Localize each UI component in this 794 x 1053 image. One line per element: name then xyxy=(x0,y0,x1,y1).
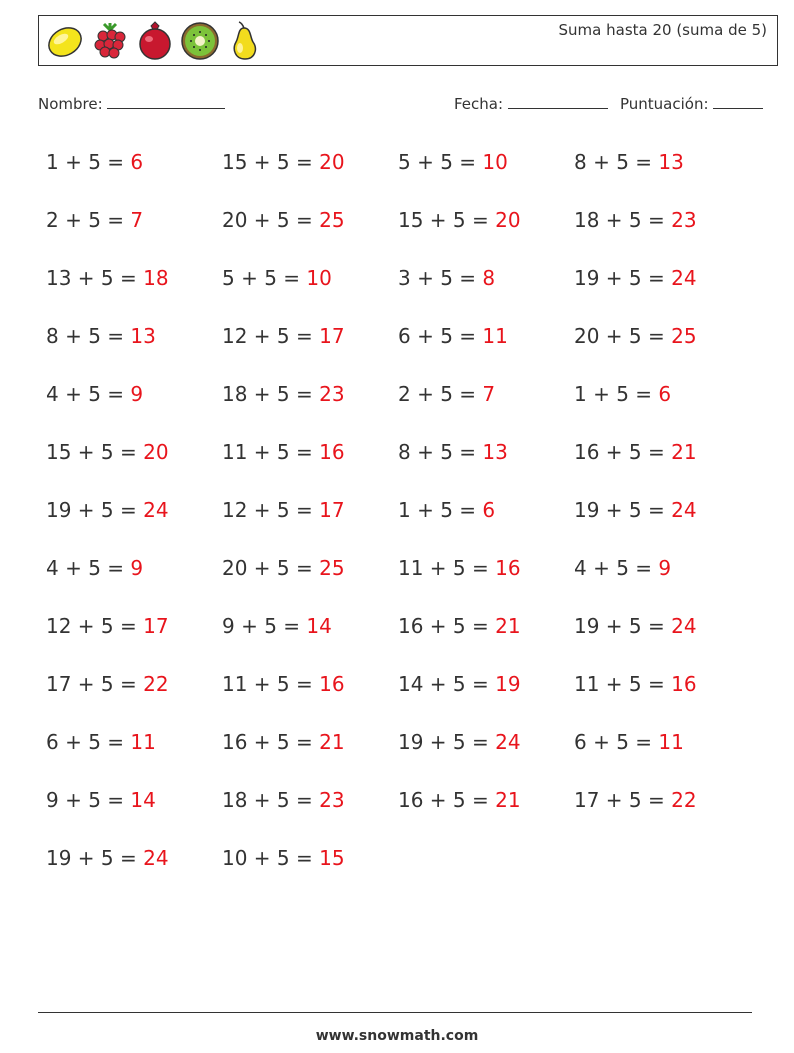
problem-answer: 24 xyxy=(143,846,169,870)
problem-row xyxy=(46,546,766,604)
problem-answer: 17 xyxy=(319,498,345,522)
problem-answer: 16 xyxy=(671,672,697,696)
problem-answer: 24 xyxy=(671,498,697,522)
problem-answer: 18 xyxy=(143,266,169,290)
problem-question: 18 + 5 = xyxy=(222,382,320,406)
problem-question: 6 + 5 = xyxy=(46,730,131,754)
problem-answer: 13 xyxy=(658,150,684,174)
problem xyxy=(398,672,521,696)
problem-question: 19 + 5 = xyxy=(46,846,144,870)
problem-answer: 23 xyxy=(319,788,345,812)
problem-question: 5 + 5 = xyxy=(222,266,307,290)
problem-answer: 8 xyxy=(482,266,496,290)
problem xyxy=(46,788,156,812)
problem-question: 11 + 5 = xyxy=(574,672,672,696)
problem-answer: 19 xyxy=(495,672,521,696)
problem-question: 19 + 5 = xyxy=(574,266,672,290)
footer-site: www.snowmath.com xyxy=(315,1028,479,1044)
problem-answer: 6 xyxy=(482,498,496,522)
problem xyxy=(398,208,521,232)
problem xyxy=(574,672,697,696)
problem xyxy=(222,556,345,580)
problem-question: 6 + 5 = xyxy=(398,324,483,348)
problem-answer: 24 xyxy=(143,498,169,522)
problem-row xyxy=(46,604,766,662)
problem xyxy=(46,614,169,638)
problem xyxy=(46,556,143,580)
problem-question: 9 + 5 = xyxy=(46,788,131,812)
problem-question: 6 + 5 = xyxy=(574,730,659,754)
problem-question: 16 + 5 = xyxy=(398,788,496,812)
footer-divider xyxy=(38,1012,752,1013)
lemon-icon xyxy=(44,20,86,62)
name-line xyxy=(107,94,225,109)
problem-answer: 15 xyxy=(319,846,345,870)
problem xyxy=(222,382,345,406)
problem-answer: 17 xyxy=(143,614,169,638)
problem xyxy=(398,150,508,174)
problem-question: 18 + 5 = xyxy=(222,788,320,812)
raspberry-icon xyxy=(89,20,131,62)
problem-answer: 24 xyxy=(671,614,697,638)
problem-question: 9 + 5 = xyxy=(222,614,307,638)
problem-question: 15 + 5 = xyxy=(222,150,320,174)
problem xyxy=(574,498,697,522)
date-label: Fecha: xyxy=(454,95,504,113)
problem xyxy=(222,208,345,232)
problem-question: 17 + 5 = xyxy=(574,788,672,812)
problem-answer: 9 xyxy=(130,556,144,580)
problem-question: 13 + 5 = xyxy=(46,266,144,290)
problem-question: 19 + 5 = xyxy=(574,614,672,638)
problem-question: 4 + 5 = xyxy=(46,382,131,406)
problem-answer: 14 xyxy=(306,614,332,638)
problem-row xyxy=(46,314,766,372)
problem-answer: 13 xyxy=(482,440,508,464)
problem-answer: 13 xyxy=(130,324,156,348)
problem xyxy=(46,440,169,464)
problem xyxy=(398,556,521,580)
problem-answer: 22 xyxy=(671,788,697,812)
problem-question: 15 + 5 = xyxy=(398,208,496,232)
problem-question: 1 + 5 = xyxy=(398,498,483,522)
problem-question: 1 + 5 = xyxy=(46,150,131,174)
problem-question: 5 + 5 = xyxy=(398,150,483,174)
problem xyxy=(222,150,345,174)
problem-row xyxy=(46,430,766,488)
problem xyxy=(574,324,697,348)
problem-question: 12 + 5 = xyxy=(222,324,320,348)
problem-answer: 9 xyxy=(658,556,672,580)
problem xyxy=(222,672,345,696)
problem-question: 11 + 5 = xyxy=(398,556,496,580)
problem-question: 14 + 5 = xyxy=(398,672,496,696)
problem-question: 17 + 5 = xyxy=(46,672,144,696)
problem-answer: 22 xyxy=(143,672,169,696)
problem-question: 18 + 5 = xyxy=(574,208,672,232)
problem-question: 2 + 5 = xyxy=(398,382,483,406)
problem-answer: 11 xyxy=(130,730,156,754)
problem-row xyxy=(46,198,766,256)
problem-answer: 20 xyxy=(319,150,345,174)
problem-answer: 20 xyxy=(143,440,169,464)
problem xyxy=(46,382,143,406)
problem xyxy=(398,498,495,522)
problem xyxy=(574,150,684,174)
problem-answer: 16 xyxy=(319,672,345,696)
problem xyxy=(222,440,345,464)
score-label: Puntuación: xyxy=(620,95,709,113)
problem-answer: 11 xyxy=(482,324,508,348)
problem-answer: 7 xyxy=(130,208,144,232)
problem-question: 15 + 5 = xyxy=(46,440,144,464)
problem xyxy=(222,788,345,812)
score-field xyxy=(620,94,763,113)
problem-row xyxy=(46,836,766,894)
problem-answer: 14 xyxy=(130,788,156,812)
problem-question: 16 + 5 = xyxy=(398,614,496,638)
problem xyxy=(398,266,495,290)
problem-answer: 20 xyxy=(495,208,521,232)
problem-question: 16 + 5 = xyxy=(222,730,320,754)
problem-row xyxy=(46,720,766,778)
problem-answer: 10 xyxy=(306,266,332,290)
problem-row xyxy=(46,778,766,836)
problem-answer: 21 xyxy=(319,730,345,754)
problem-grid xyxy=(46,140,766,894)
problem-answer: 24 xyxy=(671,266,697,290)
problem-answer: 10 xyxy=(482,150,508,174)
problem-answer: 23 xyxy=(319,382,345,406)
fruit-icons xyxy=(44,20,269,62)
problem-answer: 25 xyxy=(319,208,345,232)
problem-question: 20 + 5 = xyxy=(222,556,320,580)
problem-question: 1 + 5 = xyxy=(574,382,659,406)
problem-answer: 17 xyxy=(319,324,345,348)
problem-question: 3 + 5 = xyxy=(398,266,483,290)
problem xyxy=(46,150,143,174)
problem-answer: 25 xyxy=(319,556,345,580)
problem xyxy=(46,498,169,522)
problem xyxy=(574,614,697,638)
problem xyxy=(46,846,169,870)
problem xyxy=(574,730,684,754)
problem-answer: 6 xyxy=(658,382,672,406)
problem-question: 4 + 5 = xyxy=(46,556,131,580)
problem xyxy=(574,440,697,464)
problem-answer: 9 xyxy=(130,382,144,406)
problem-question: 20 + 5 = xyxy=(222,208,320,232)
problem-row xyxy=(46,488,766,546)
problem xyxy=(398,614,521,638)
problem-question: 20 + 5 = xyxy=(574,324,672,348)
date-line xyxy=(508,94,608,109)
problem xyxy=(46,730,156,754)
problem-question: 12 + 5 = xyxy=(222,498,320,522)
problem-question: 8 + 5 = xyxy=(398,440,483,464)
problem-question: 12 + 5 = xyxy=(46,614,144,638)
problem-question: 19 + 5 = xyxy=(46,498,144,522)
problem-question: 11 + 5 = xyxy=(222,672,320,696)
problem xyxy=(574,556,671,580)
kiwi-icon xyxy=(179,20,221,62)
problem xyxy=(222,846,345,870)
problem xyxy=(46,208,143,232)
pear-icon xyxy=(224,20,266,62)
name-field xyxy=(38,94,225,113)
pomegranate-icon xyxy=(134,20,176,62)
score-line xyxy=(713,94,763,109)
problem-question: 10 + 5 = xyxy=(222,846,320,870)
problem xyxy=(222,730,345,754)
problem xyxy=(398,382,495,406)
problem-answer: 21 xyxy=(495,788,521,812)
problem-question: 8 + 5 = xyxy=(46,324,131,348)
problem-answer: 6 xyxy=(130,150,144,174)
problem xyxy=(46,266,169,290)
problem xyxy=(222,498,345,522)
problem xyxy=(574,788,697,812)
problem-answer: 23 xyxy=(671,208,697,232)
problem xyxy=(398,788,521,812)
problem-answer: 21 xyxy=(671,440,697,464)
problem xyxy=(46,672,169,696)
problem-question: 19 + 5 = xyxy=(574,498,672,522)
problem xyxy=(398,440,508,464)
problem-answer: 16 xyxy=(495,556,521,580)
worksheet-header xyxy=(38,15,778,66)
problem-row xyxy=(46,140,766,198)
problem-question: 11 + 5 = xyxy=(222,440,320,464)
problem-question: 2 + 5 = xyxy=(46,208,131,232)
problem xyxy=(46,324,156,348)
problem xyxy=(222,614,332,638)
problem xyxy=(574,382,671,406)
problem-question: 16 + 5 = xyxy=(574,440,672,464)
problem-row xyxy=(46,256,766,314)
problem-question: 19 + 5 = xyxy=(398,730,496,754)
problem xyxy=(398,730,521,754)
problem xyxy=(222,324,345,348)
problem xyxy=(574,208,697,232)
name-label: Nombre: xyxy=(38,95,103,113)
problem-answer: 11 xyxy=(658,730,684,754)
problem-answer: 25 xyxy=(671,324,697,348)
worksheet-title: Suma hasta 20 (suma de 5) xyxy=(558,21,767,39)
problem-answer: 16 xyxy=(319,440,345,464)
date-field xyxy=(454,94,608,113)
problem-question: 4 + 5 = xyxy=(574,556,659,580)
problem xyxy=(574,266,697,290)
problem-row xyxy=(46,662,766,720)
problem-row xyxy=(46,372,766,430)
problem-answer: 7 xyxy=(482,382,496,406)
problem-answer: 24 xyxy=(495,730,521,754)
problem-answer: 21 xyxy=(495,614,521,638)
problem xyxy=(398,324,508,348)
problem xyxy=(222,266,332,290)
problem-question: 8 + 5 = xyxy=(574,150,659,174)
